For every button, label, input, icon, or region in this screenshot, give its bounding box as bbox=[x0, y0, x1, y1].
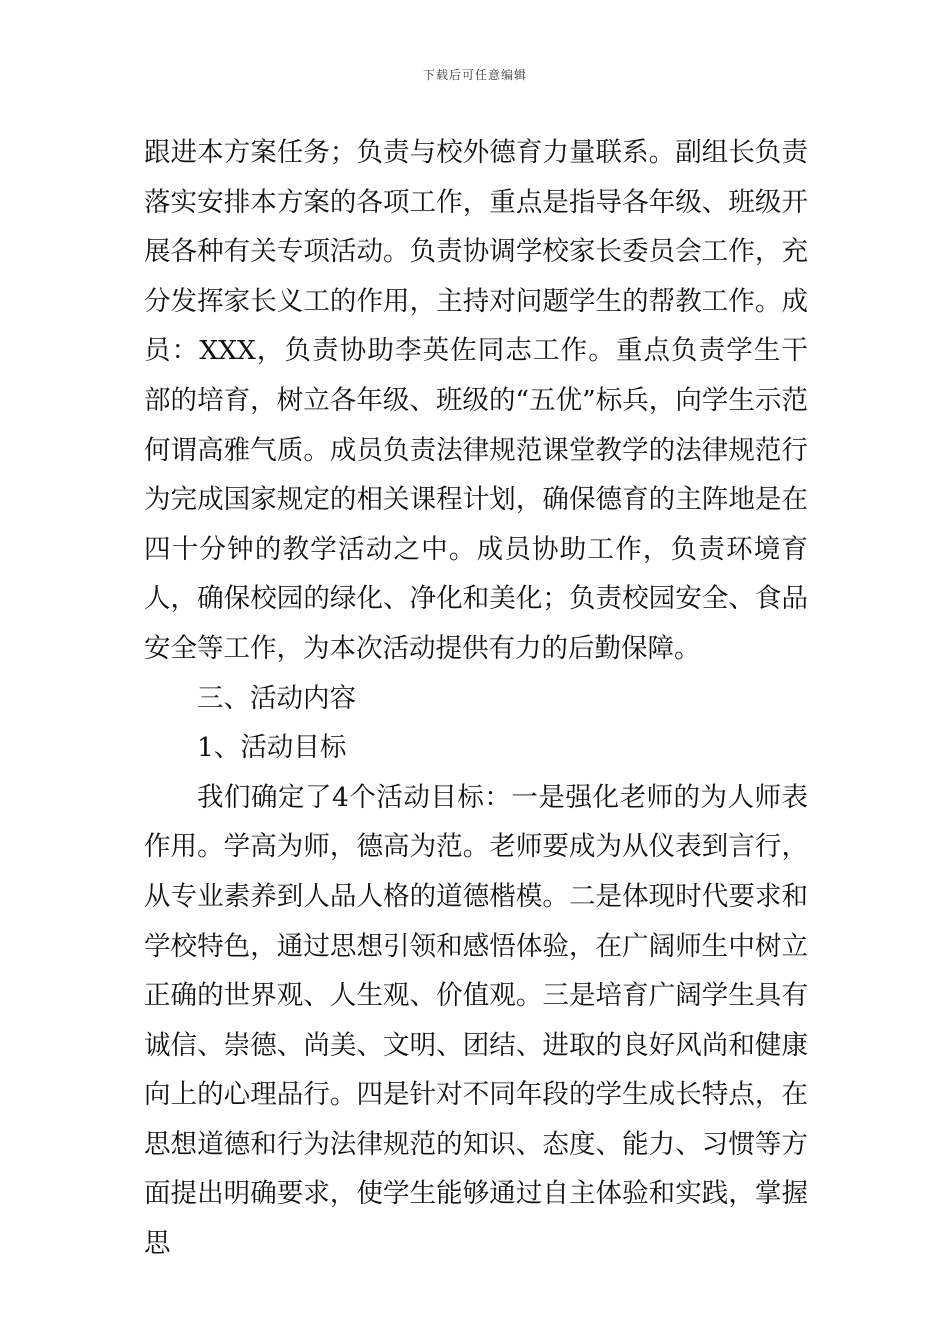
document-body bbox=[144, 128, 808, 1269]
header-note: 下载后可任意编辑 bbox=[422, 68, 527, 82]
paragraph-goals: 我们确定了4个活动目标：一是强化老师的为人师表作用。学高为师，德高为范。老师要成为从仪表到言行，从专业素养到人品人格的道德楷模。二是体现时代要求和学校特色，通过思想引领和感悟体验，在广阔师生中树立正确的世界观、人生观、价值观。三是培育广阔学生具有诚信、崇德、尚美、文明、团结、进取的良好风尚和健康向上的心理品行。四是针对不同年段的学生成长特点，在思想道德和行为法律规范的知识、态度、能力、习惯等方面提出明确要求，使学生能够通过自主体验和实践，掌握思 bbox=[144, 781, 808, 1260]
paragraph-continuation: 跟进本方案任务；负责与校外德育力量联系。副组长负责落实安排本方案的各项工作，重点是指导各年级、班级开展各种有关专项活动。负责协调学校家长委员会工作，充分发挥家长义工的作用，主持对问题学生的帮教工作。成员：XXX，负责协助李英佐同志工作。重点负责学生干部的培育，树立各年级、班级的“五优”标兵，向学生示范何谓高雅气质。成员负责法律规范课堂教学的法律规范行为完成国家规定的相关课程计划，确保德育的主阵地是在四十分钟的教学活动之中。成员协助工作，负责环境育人，确保校园的绿化、净化和美化；负责校园安全、食品安全等工作，为本次活动提供有力的后勤保障。 bbox=[144, 137, 808, 664]
section-heading: 三、活动内容 bbox=[197, 682, 356, 714]
subsection-heading: 1、活动目标 bbox=[197, 732, 347, 764]
